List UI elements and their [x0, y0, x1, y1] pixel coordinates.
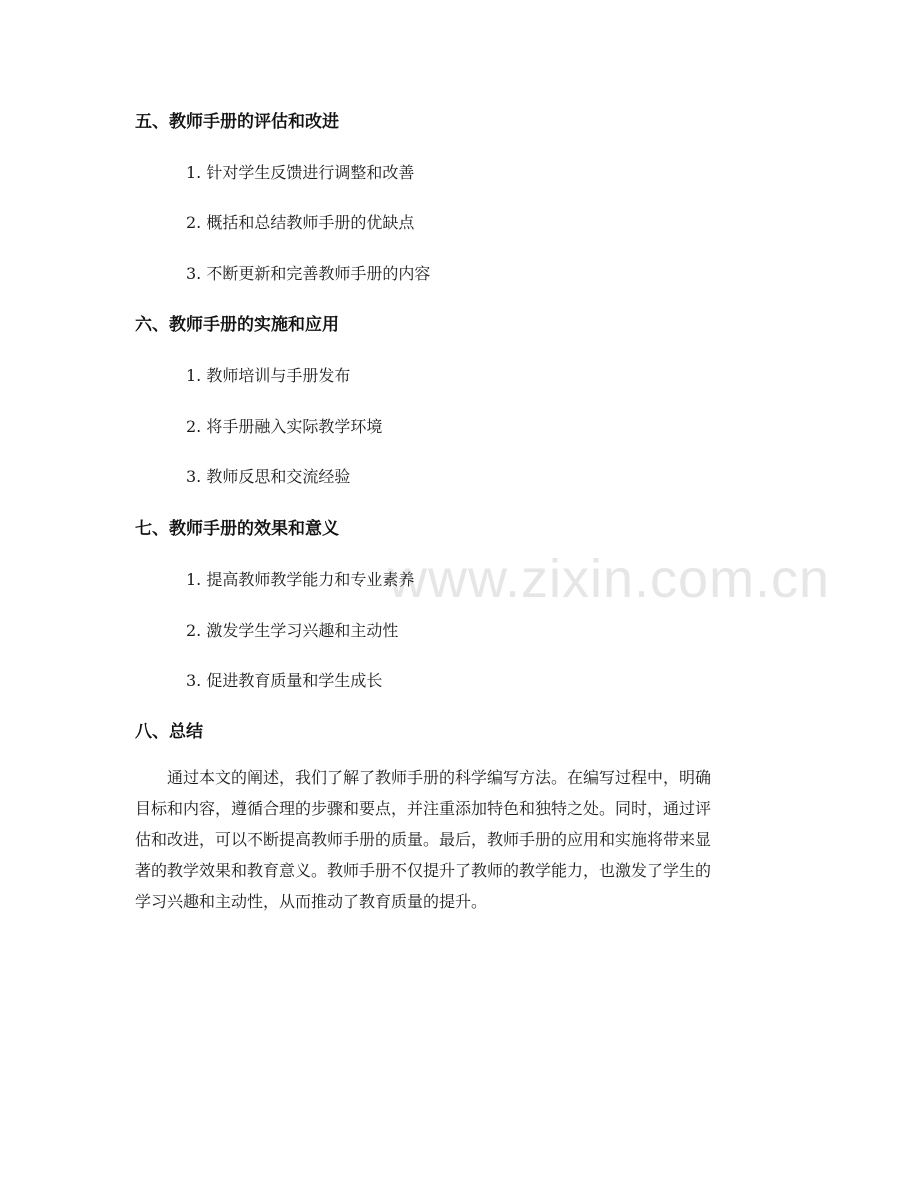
- section-heading-8: 八、总结: [135, 722, 203, 742]
- list-item: 2. 将手册融入实际教学环境: [186, 417, 383, 436]
- list-item: 2. 激发学生学习兴趣和主动性: [186, 621, 399, 640]
- summary-line: 目标和内容，遵循合理的步骤和要点，并注重添加特色和独特之处。同时，通过评: [135, 799, 712, 818]
- summary-paragraph: [135, 741, 785, 917]
- summary-line: 估和改进，可以不断提高教师手册的质量。最后，教师手册的应用和实施将带来显: [135, 830, 712, 849]
- section-heading-6: 六、教师手册的实施和应用: [135, 315, 339, 335]
- list-item: 3. 不断更新和完善教师手册的内容: [186, 264, 431, 283]
- list-item: 3. 教师反思和交流经验: [186, 467, 351, 486]
- summary-line: 学习兴趣和主动性，从而推动了教育质量的提升。: [135, 892, 488, 911]
- list-item: 1. 教师培训与手册发布: [186, 366, 351, 385]
- list-item: 2. 概括和总结教师手册的优缺点: [186, 213, 415, 232]
- list-item: 3. 促进教育质量和学生成长: [186, 671, 383, 690]
- summary-line: 通过本文的阐述，我们了解了教师手册的科学编写方法。在编写过程中，明确: [167, 768, 712, 787]
- summary-line: 著的教学效果和教育意义。教师手册不仅提升了教师的教学能力，也激发了学生的: [135, 861, 712, 880]
- list-item: 1. 针对学生反馈进行调整和改善: [186, 163, 415, 182]
- list-item: 1. 提高教师教学能力和专业素养: [186, 570, 415, 589]
- watermark: www.zixin.com.cn: [388, 549, 831, 609]
- section-heading-7: 七、教师手册的效果和意义: [135, 519, 339, 539]
- section-heading-5: 五、教师手册的评估和改进: [135, 112, 339, 132]
